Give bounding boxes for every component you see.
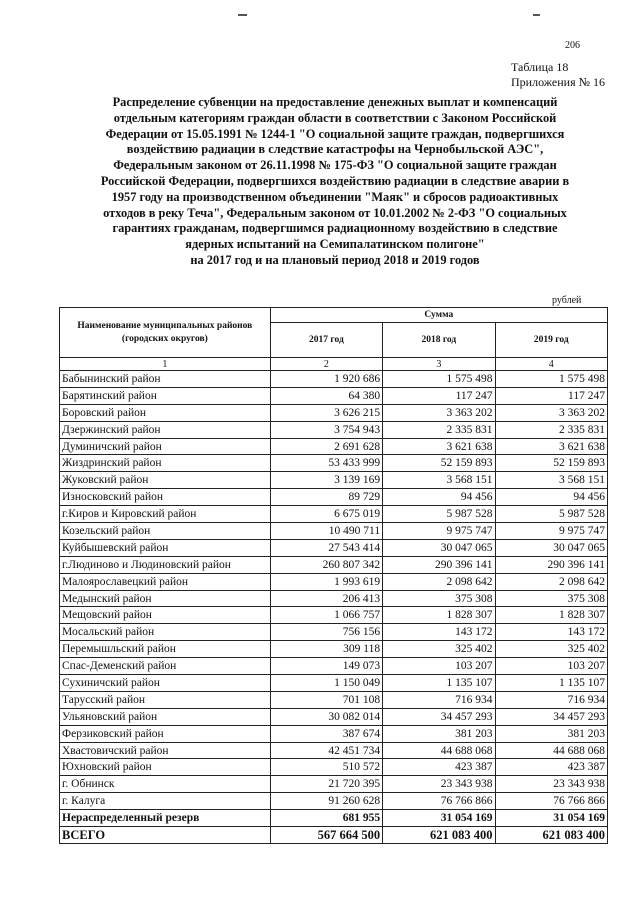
table-row: [60, 742, 608, 759]
value-2019: 44 688 068: [495, 742, 607, 759]
table-ref-line: Приложения № 16: [511, 75, 606, 89]
district-name: Жиздринский район: [60, 455, 271, 472]
value-2018: 143 172: [383, 624, 495, 641]
value-2018: 3 621 638: [383, 438, 495, 455]
value-2019: 76 766 866: [495, 793, 607, 810]
subvention-table: [59, 307, 608, 844]
value-2019: 2 098 642: [495, 573, 607, 590]
district-name: Жуковский район: [60, 472, 271, 489]
title-line: 1957 году на производственном объединении "Маяк" и сбросов радиоактивных: [111, 189, 559, 204]
value-2019: 423 387: [495, 759, 607, 776]
district-name: Барятинский район: [60, 387, 271, 404]
scan-mark: [238, 14, 247, 16]
value-2019: 9 975 747: [495, 523, 607, 540]
district-name: Ферзиковский район: [60, 725, 271, 742]
scan-marks: [0, 14, 640, 22]
value-2018: 3 568 151: [383, 472, 495, 489]
table-row: [60, 759, 608, 776]
table-row: [60, 641, 608, 658]
value-2019: 290 396 141: [495, 556, 607, 573]
value-2017: 42 451 734: [270, 742, 382, 759]
value-2018: 290 396 141: [383, 556, 495, 573]
table-row: [60, 624, 608, 641]
value-2019: 34 457 293: [495, 708, 607, 725]
total-row: [60, 827, 608, 844]
value-2017: 30 082 014: [270, 708, 382, 725]
title-line: отходов в реку Теча", Федеральным законом от 10.01.2002 № 2-ФЗ "О социальных: [103, 205, 567, 220]
district-name: г.Людиново и Людиновский район: [60, 556, 271, 573]
column-index: 2: [270, 358, 382, 371]
table-row: [60, 793, 608, 810]
value-2018: 2 098 642: [383, 573, 495, 590]
district-name: Медынский район: [60, 590, 271, 607]
value-2019: 2 335 831: [495, 421, 607, 438]
column-header-2018: 2018 год: [383, 323, 495, 358]
value-2018: 423 387: [383, 759, 495, 776]
title-line: воздействию радиации в следствие катастрофы на Чернобыльской АЭС",: [126, 142, 544, 157]
value-2019: 1 135 107: [495, 675, 607, 692]
district-name: Мещовский район: [60, 607, 271, 624]
table-row: [60, 691, 608, 708]
value-2018: 5 987 528: [383, 506, 495, 523]
value-2017: 149 073: [270, 658, 382, 675]
value-2017: 1 993 619: [270, 573, 382, 590]
district-name: Куйбышевский район: [60, 539, 271, 556]
column-header-2019: 2019 год: [495, 323, 607, 358]
value-2017: 510 572: [270, 759, 382, 776]
value-2017: 1 066 757: [270, 607, 382, 624]
value-2018: 117 247: [383, 387, 495, 404]
column-header-2017: 2017 год: [270, 323, 382, 358]
page-number: 206: [565, 40, 580, 51]
value-2017: 6 675 019: [270, 506, 382, 523]
value-2017: 64 380: [270, 387, 382, 404]
total-2017: 567 664 500: [270, 827, 382, 844]
total-2019: 621 083 400: [495, 827, 607, 844]
value-2019: 716 934: [495, 691, 607, 708]
table-body: [60, 371, 608, 810]
district-name: Мосальский район: [60, 624, 271, 641]
total-name: ВСЕГО: [60, 827, 271, 844]
table-row: [60, 590, 608, 607]
table-row: [60, 607, 608, 624]
value-2019: 325 402: [495, 641, 607, 658]
table-row: [60, 489, 608, 506]
value-2019: 5 987 528: [495, 506, 607, 523]
district-name: Спас-Деменский район: [60, 658, 271, 675]
table-row: [60, 573, 608, 590]
table-row: [60, 776, 608, 793]
value-2019: 117 247: [495, 387, 607, 404]
value-2018: 76 766 866: [383, 793, 495, 810]
value-2018: 9 975 747: [383, 523, 495, 540]
value-2019: 375 308: [495, 590, 607, 607]
title-line: отдельным категориям граждан области в соответствии с Законом Российской: [113, 110, 557, 125]
column-index: 1: [60, 358, 271, 371]
value-2018: 375 308: [383, 590, 495, 607]
value-2017: 3 626 215: [270, 404, 382, 421]
title-line: на 2017 год и на плановый период 2018 и 2019 годов: [190, 252, 480, 267]
district-name: Дзержинский район: [60, 421, 271, 438]
table-row: [60, 539, 608, 556]
value-2017: 53 433 999: [270, 455, 382, 472]
table-row: [60, 708, 608, 725]
district-name: Малоярославецкий район: [60, 573, 271, 590]
scan-mark: [533, 14, 540, 16]
value-2017: 206 413: [270, 590, 382, 607]
district-name: Износковский район: [60, 489, 271, 506]
value-2017: 10 490 711: [270, 523, 382, 540]
district-name: г. Обнинск: [60, 776, 271, 793]
value-2017: 387 674: [270, 725, 382, 742]
value-2019: 52 159 893: [495, 455, 607, 472]
column-index: 3: [383, 358, 495, 371]
value-2017: 1 150 049: [270, 675, 382, 692]
table-row: [60, 658, 608, 675]
value-2017: 2 691 628: [270, 438, 382, 455]
value-2017: 701 108: [270, 691, 382, 708]
value-2017: 91 260 628: [270, 793, 382, 810]
column-index: 4: [495, 358, 607, 371]
reserve-row: [60, 810, 608, 827]
value-2017: 3 754 943: [270, 421, 382, 438]
table-row: [60, 556, 608, 573]
document-title: [70, 95, 600, 269]
value-2019: 381 203: [495, 725, 607, 742]
table-row: [60, 438, 608, 455]
value-2019: 3 621 638: [495, 438, 607, 455]
value-2017: 89 729: [270, 489, 382, 506]
value-2019: 103 207: [495, 658, 607, 675]
column-header-sum: Сумма: [270, 308, 607, 323]
value-2018: 2 335 831: [383, 421, 495, 438]
district-name: Боровский район: [60, 404, 271, 421]
district-name: Бабынинский район: [60, 371, 271, 388]
value-2018: 103 207: [383, 658, 495, 675]
district-name: Перемышльский район: [60, 641, 271, 658]
value-2018: 1 135 107: [383, 675, 495, 692]
value-2018: 94 456: [383, 489, 495, 506]
value-2018: 23 343 938: [383, 776, 495, 793]
district-name: г. Калуга: [60, 793, 271, 810]
district-name: Сухиничский район: [60, 675, 271, 692]
table-row: [60, 455, 608, 472]
value-2018: 52 159 893: [383, 455, 495, 472]
table-row: [60, 675, 608, 692]
value-2018: 716 934: [383, 691, 495, 708]
table-ref-line: Таблица 18: [511, 60, 569, 74]
value-2019: 143 172: [495, 624, 607, 641]
table-row: [60, 404, 608, 421]
value-2019: 1 575 498: [495, 371, 607, 388]
reserve-name: Нераспределенный резерв: [60, 810, 271, 827]
units-label: рублей: [552, 295, 582, 306]
value-2018: 30 047 065: [383, 539, 495, 556]
table-row: [60, 472, 608, 489]
title-line: гарантиях гражданам, подвергшимся радиационному воздействию в следствие: [112, 221, 558, 236]
table-row: [60, 387, 608, 404]
value-2017: 260 807 342: [270, 556, 382, 573]
table-row: [60, 523, 608, 540]
title-line: Федерации от 15.05.1991 № 1244-1 "О социальной защите граждан, подвергшихся: [105, 126, 565, 141]
total-2018: 621 083 400: [383, 827, 495, 844]
reserve-2017: 681 955: [270, 810, 382, 827]
value-2017: 309 118: [270, 641, 382, 658]
table-row: [60, 371, 608, 388]
value-2018: 325 402: [383, 641, 495, 658]
value-2017: 21 720 395: [270, 776, 382, 793]
value-2017: 27 543 414: [270, 539, 382, 556]
table-row: [60, 725, 608, 742]
value-2017: 3 139 169: [270, 472, 382, 489]
value-2017: 756 156: [270, 624, 382, 641]
value-2018: 381 203: [383, 725, 495, 742]
value-2018: 1 575 498: [383, 371, 495, 388]
value-2018: 1 828 307: [383, 607, 495, 624]
district-name: Тарусский район: [60, 691, 271, 708]
table-row: [60, 421, 608, 438]
value-2019: 3 568 151: [495, 472, 607, 489]
reserve-2019: 31 054 169: [495, 810, 607, 827]
value-2018: 44 688 068: [383, 742, 495, 759]
title-line: Российской Федерации, подвергшихся воздействию радиации в следствие аварии в: [100, 173, 570, 188]
district-name: Думиничский район: [60, 438, 271, 455]
table-reference: [511, 60, 605, 90]
value-2019: 3 363 202: [495, 404, 607, 421]
column-header-name: Наименование муниципальных районов (городских округов): [60, 308, 271, 358]
table-row: [60, 506, 608, 523]
district-name: Ульяновский район: [60, 708, 271, 725]
value-2019: 94 456: [495, 489, 607, 506]
district-name: Козельский район: [60, 523, 271, 540]
district-name: Хвастовичский район: [60, 742, 271, 759]
district-name: г.Киров и Кировский район: [60, 506, 271, 523]
value-2018: 3 363 202: [383, 404, 495, 421]
reserve-2018: 31 054 169: [383, 810, 495, 827]
title-line: Федеральным законом от 26.11.1998 № 175-ФЗ "О социальной защите граждан: [113, 158, 557, 173]
value-2017: 1 920 686: [270, 371, 382, 388]
district-name: Юхновский район: [60, 759, 271, 776]
value-2019: 1 828 307: [495, 607, 607, 624]
value-2019: 23 343 938: [495, 776, 607, 793]
value-2018: 34 457 293: [383, 708, 495, 725]
value-2019: 30 047 065: [495, 539, 607, 556]
title-line: Распределение субвенции на предоставление денежных выплат и компенсаций: [112, 95, 558, 109]
title-line: ядерных испытаний на Семипалатинском полигоне": [185, 237, 485, 252]
